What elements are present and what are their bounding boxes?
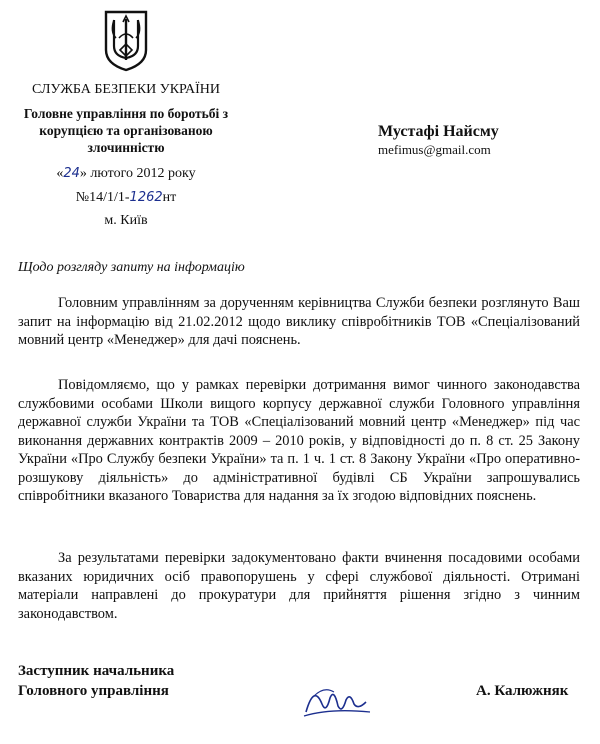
date-open-quote: «: [56, 166, 64, 181]
signatory-name: А. Калюжняк: [476, 683, 569, 699]
body-paragraph-1: Головним управлінням за дорученням керівництва Служби безпеки розглянуто Ваш запит на інформацію від 21.02.2012 щодо виклику співробітників ТОВ «Спеціалізований мовний центр «Менеджер» для дачі пояснень.: [18, 295, 580, 348]
department-line-1: Головне управління по боротьбі з: [23, 106, 229, 121]
number-suffix: нт: [162, 190, 177, 205]
handwritten-signature: [300, 678, 372, 722]
letter-date: [14, 166, 238, 182]
organization-name: СЛУЖБА БЕЗПЕКИ УКРАЇНИ: [31, 82, 221, 97]
city: м. Київ: [104, 213, 148, 228]
signatory-title-line-2: Головного управління: [18, 683, 169, 699]
recipient-email: mefimus@gmail.com: [378, 142, 491, 157]
body-paragraph-3: За результатами перевірки задокументовано факти вчинення посадовими особами вказаних юридичних осіб правопорушень у сфері службової діяльності. Отримані матеріали направлені до прокуратури для прийняття рішення згідно з чинним законодавством.: [18, 550, 580, 622]
signatory-title: [18, 661, 174, 701]
letter-number: [14, 190, 238, 206]
signatory-title-line-1: Заступник начальника: [18, 663, 175, 679]
date-day-handwritten: 24: [63, 166, 80, 181]
body-paragraph-2: Повідомляємо, що у рамках перевірки дотримання вимог чинного законодавства службовими особами Школи вищого корпусу державної служби Головного управління державної служби України та ТОВ «Спеціалізований мовний центр «Менеджер» під час виконання державних контрактів 2009 – 2010 років, у відповідності до п. 8 ст. 25 Закону України «Про Службу безпеки України» та п. 1 ч. 1 ст. 8 Закону України «Про оперативно-розшукову діяльність» до адміністративної будівлі СБ України запрошувались співробітники вказаного Товариства для надання за їх згодою відповідних пояснень.: [18, 377, 580, 504]
letter-subject: Щодо розгляду запиту на інформацію: [18, 260, 245, 275]
department-line-2: корупцією та організованою: [39, 123, 213, 138]
number-prefix: №14/1/1-: [75, 190, 130, 205]
recipient-name: Мустафі Найсму: [378, 123, 499, 140]
number-handwritten: 1262: [129, 190, 163, 205]
date-rest: » лютого 2012 року: [79, 166, 196, 181]
department-line-3: злочинністю: [87, 140, 165, 155]
coat-of-arms-icon: [103, 10, 149, 72]
department-name: [14, 105, 238, 156]
